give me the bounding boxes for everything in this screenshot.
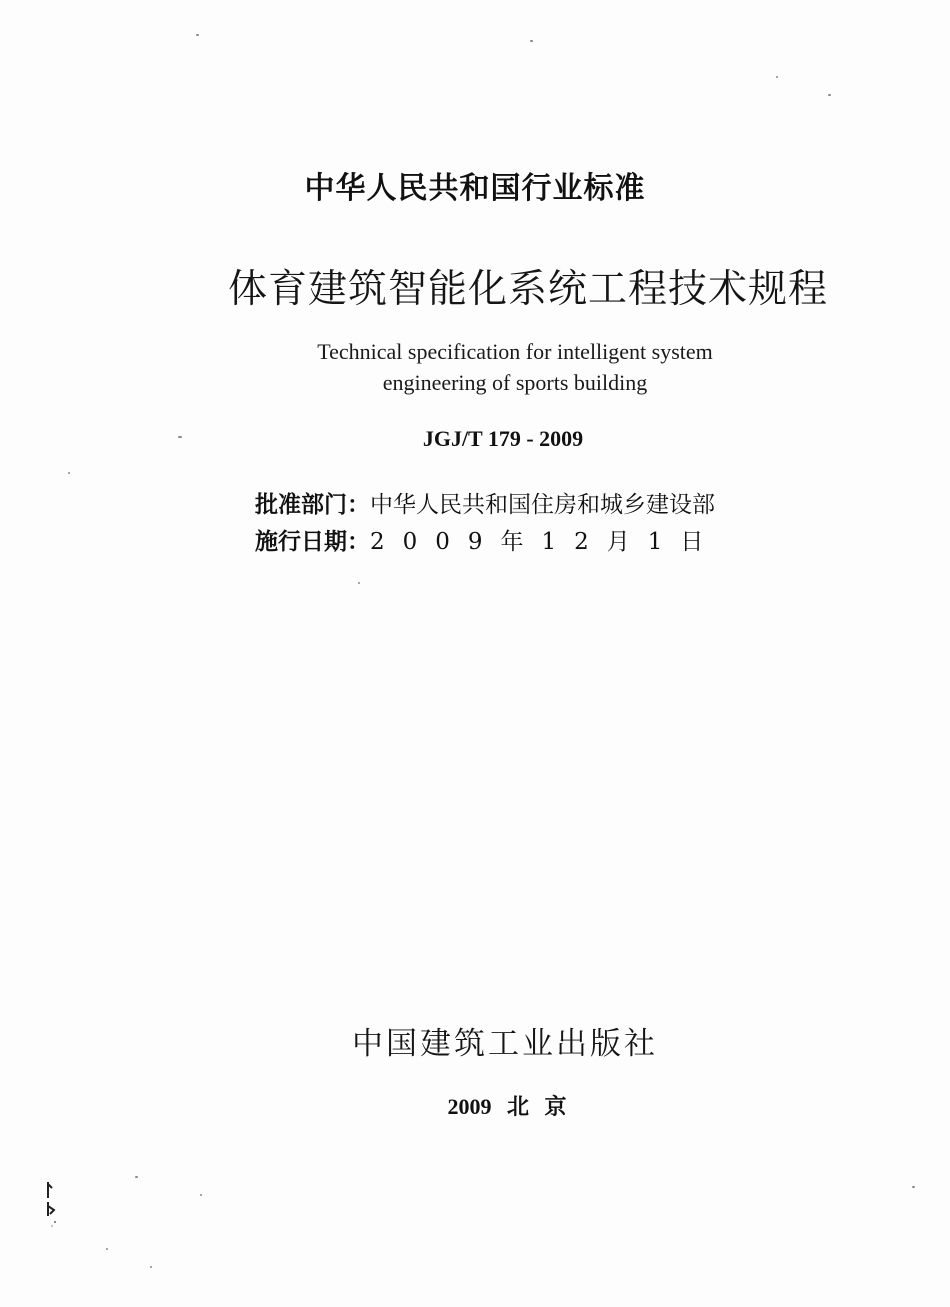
english-title-line-2: engineering of sports building (382, 370, 648, 395)
chinese-title: 体育建筑智能化系统工程技术规程 (228, 267, 829, 312)
effective-date-row (255, 523, 721, 556)
scan-speck (776, 76, 778, 78)
scan-speck (135, 1176, 138, 1178)
approval-row (255, 486, 715, 519)
scan-speck (178, 436, 182, 438)
scan-speck (68, 472, 70, 474)
binding-margin-mark (46, 1180, 60, 1230)
publication-place-year: 2009 北 京 (447, 1094, 567, 1119)
standard-code: JGJ/T 179 - 2009 (422, 426, 584, 451)
scan-speck (106, 1248, 108, 1250)
scan-speck (196, 34, 199, 36)
scan-speck (828, 94, 831, 96)
standard-category: 中华人民共和国行业标准 (304, 171, 646, 206)
scan-speck (200, 1194, 202, 1196)
effective-date-value: 2009年12月1日 (370, 529, 722, 555)
scan-speck (358, 582, 360, 584)
scan-speck (912, 1186, 915, 1188)
publisher-name: 中国建筑工业出版社 (352, 1026, 658, 1062)
approval-value: 中华人民共和国住房和城乡建设部 (370, 492, 715, 518)
effective-date-label: 施行日期： (255, 529, 370, 555)
approval-label: 批准部门： (255, 492, 370, 518)
english-title (0, 336, 950, 398)
scan-speck (150, 1266, 152, 1268)
scan-speck (530, 40, 533, 42)
english-title-line-1: Technical specification for intelligent system (317, 339, 713, 364)
